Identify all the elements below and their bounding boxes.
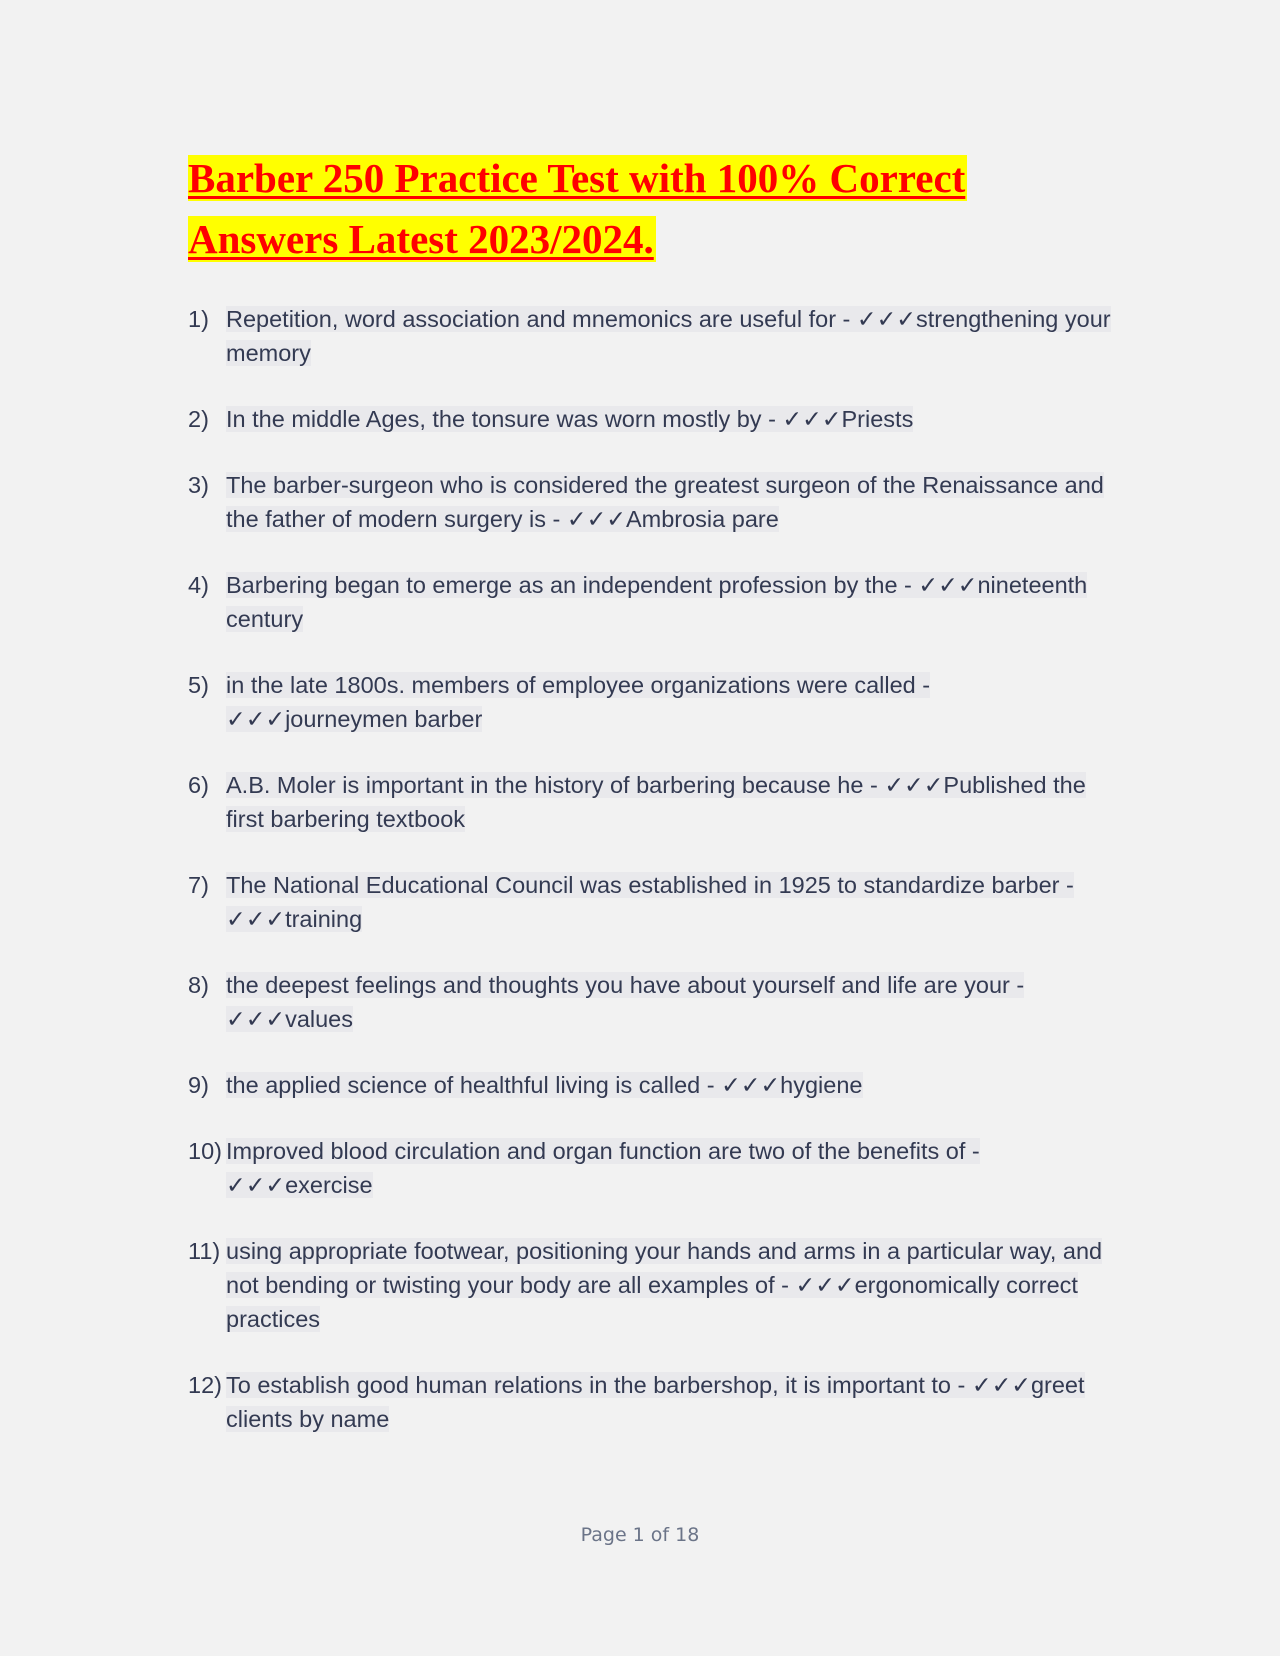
question-item xyxy=(188,568,1118,636)
document-title xyxy=(188,148,1088,270)
question-number: 6) xyxy=(188,772,209,798)
question-item xyxy=(188,668,1118,736)
question-list xyxy=(188,302,1118,1468)
question-text: in the late 1800s. members of employee organizations were called - ✓✓✓journeymen barber xyxy=(226,672,931,732)
question-item xyxy=(188,1368,1118,1436)
question-number: 4) xyxy=(188,572,209,598)
title-line-1: Barber 250 Practice Test with 100% Correct xyxy=(188,155,966,201)
question-number: 5) xyxy=(188,672,209,698)
question-text: Improved blood circulation and organ function are two of the benefits of - ✓✓✓exercise xyxy=(226,1138,980,1198)
question-text: To establish good human relations in the barbershop, it is important to - ✓✓✓greet clients by name xyxy=(226,1372,1085,1432)
question-item xyxy=(188,868,1118,936)
question-text: A.B. Moler is important in the history of barbering because he - ✓✓✓Published the first barbering textbook xyxy=(226,772,1086,832)
question-text: Repetition, word association and mnemonics are useful for - ✓✓✓strengthening your memory xyxy=(226,306,1111,366)
question-number: 7) xyxy=(188,872,209,898)
question-item xyxy=(188,468,1118,536)
question-number: 9) xyxy=(188,1072,209,1098)
question-item xyxy=(188,1234,1118,1336)
question-item xyxy=(188,768,1118,836)
question-number: 12) xyxy=(188,1372,222,1398)
question-number: 8) xyxy=(188,972,209,998)
question-text: The barber-surgeon who is considered the greatest surgeon of the Renaissance and the father of modern surgery is - ✓✓✓Ambrosia pare xyxy=(226,472,1104,532)
question-text: the applied science of healthful living is called - ✓✓✓hygiene xyxy=(226,1072,863,1098)
question-item xyxy=(188,402,1118,436)
title-line-2: Answers Latest 2023/2024. xyxy=(188,216,654,262)
question-number: 11) xyxy=(188,1238,221,1264)
question-text: the deepest feelings and thoughts you have about yourself and life are your - ✓✓✓values xyxy=(226,972,1025,1032)
question-number: 10) xyxy=(188,1138,222,1164)
page-number-footer: Page 1 of 18 xyxy=(580,1524,700,1546)
question-number: 2) xyxy=(188,406,209,432)
question-text: The National Educational Council was established in 1925 to standardize barber - ✓✓✓training xyxy=(226,872,1074,932)
question-item xyxy=(188,968,1118,1036)
question-item xyxy=(188,1068,1118,1102)
question-text: In the middle Ages, the tonsure was worn mostly by - ✓✓✓Priests xyxy=(226,406,914,432)
question-text: using appropriate footwear, positioning your hands and arms in a particular way, and not bending or twisting your body are all examples of - ✓✓✓ergonomically correct practices xyxy=(226,1238,1103,1332)
question-number: 1) xyxy=(188,306,209,332)
question-number: 3) xyxy=(188,472,209,498)
question-item xyxy=(188,302,1118,370)
question-item xyxy=(188,1134,1118,1202)
question-text: Barbering began to emerge as an independent profession by the - ✓✓✓nineteenth century xyxy=(226,572,1088,632)
